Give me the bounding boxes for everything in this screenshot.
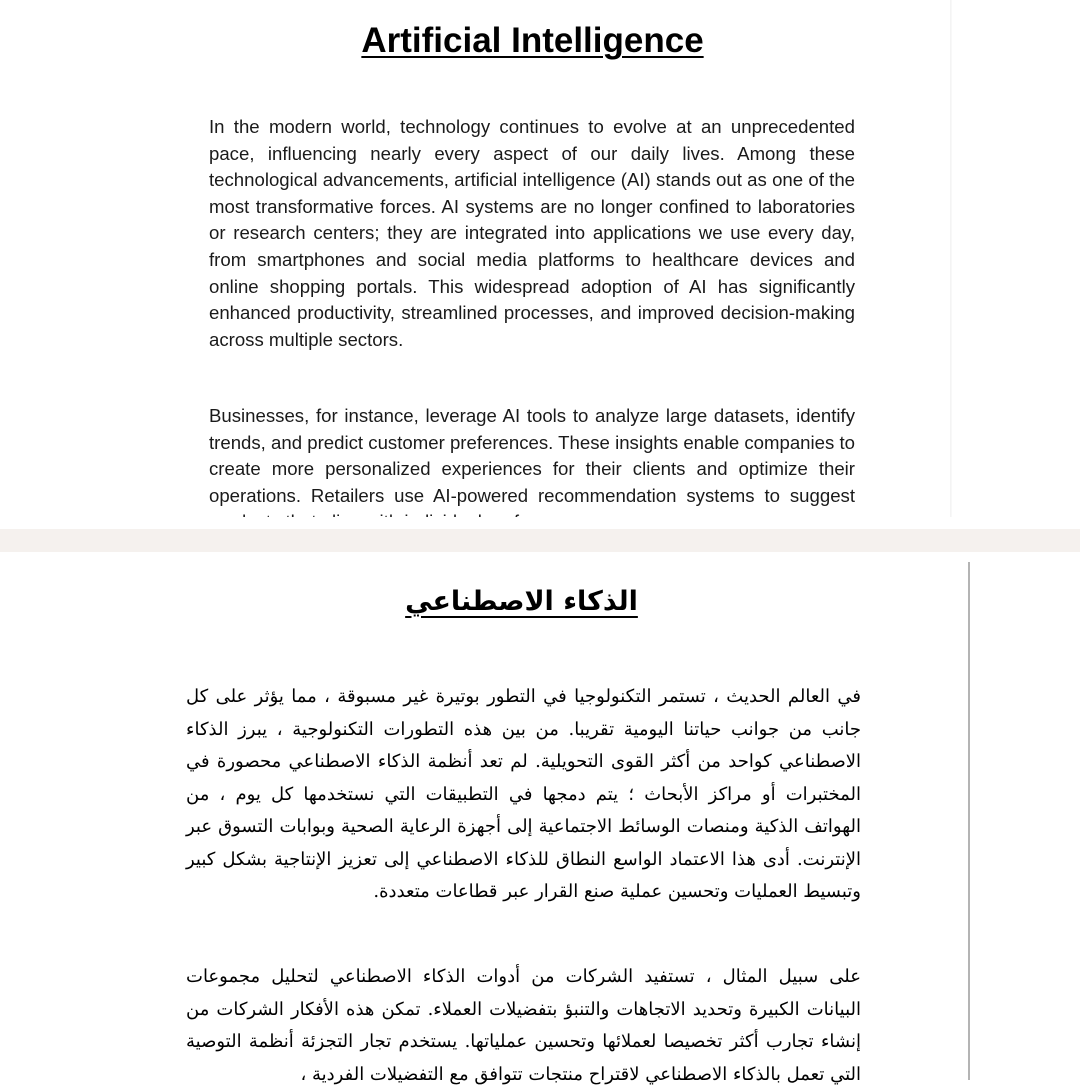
english-paragraph-2: Businesses, for instance, leverage AI tools to analyze large datasets, identify trends, and predict customer preferences. These insights enable companies to create more personalized experiences for their clients and optimize their operations. Retailers use AI-powered recommendation systems to suggest [209,405,855,506]
arabic-paragraph-2: على سبيل المثال ، تستفيد الشركات من أدوات الذكاء الاصطناعي لتحليل مجموعات البيانات الكبيرة وتحديد الاتجاهات والتنبؤ بتفضيلات العملاء. تمكن هذه الأفكار الشركات من إنشاء تجارب أكثر تخصيصا لعملائها وتحسين عملياتها. يستخدم تجار التجزئة أنظمة التوصية التي تعمل بالذكاء الاصطناعي لاقتراح منتجات تتوافق مع التفضيلات الفردية ، [186,966,861,1085]
arabic-paragraph-1: في العالم الحديث ، تستمر التكنولوجيا في التطور بوتيرة غير مسبوقة ، مما يؤثر على كل جانب من جوانب حياتنا اليومية تقريبا. من بين هذه التطورات التكنولوجية ، يبرز الذكاء الاصطناعي كواحد من أكثر القوى التحويلية. لم تعد أنظمة الذكاء الاصطناعي محصورة في المختبرات أو مراكز الأبحاث ؛ يتم دمجها في التطبيقات التي نستخدمها كل يوم ، من الهواتف الذكية ومنصات الوسائط الاجتماعية إلى أجهزة الرعاية الصحية وبوابات التسوق عبر الإنترنت. أدى هذا الاعتماد الواسع النطاق للذكاء الاصطناعي إلى تعزيز الإنتاجية بشكل كبير وتبسيط العمليات وتحسين عملية صنع القرار عبر قطاعات متعددة. [186,686,861,902]
page-edge [950,0,952,517]
arabic-document-page [0,552,1080,1085]
english-paragraph-1: In the modern world, technology continues to evolve at an unprecedented pace, influencing nearly every aspect of our daily lives. Among these technological advancements, artificial intelligence (AI) stands out as one of the most transformative forces. AI systems are no longer confined to laboratories or research centers; they are integrated into applications we use every day, from smartphones and social media platforms to healthcare devices and online shopping portals. This widespread adoption of AI has significantly enhanced productivity, streamlined processes, and improved decision-making across multiple sectors. [209,116,855,350]
divider-strip [0,529,1080,552]
english-document-page [0,0,1080,517]
watermark-logo [474,1037,614,1077]
arabic-title: الذكاء الاصطناعي [405,586,638,617]
image-separator [0,517,1080,529]
page-margin-line [968,562,970,1080]
english-title: Artificial Intelligence [361,21,704,60]
